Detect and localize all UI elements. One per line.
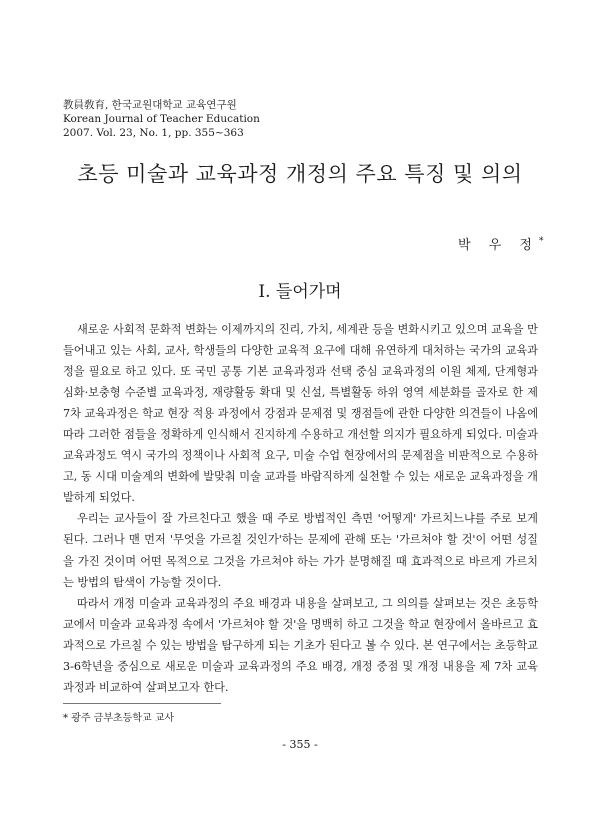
page-number: - 355 - xyxy=(282,738,318,751)
journal-header xyxy=(63,98,260,140)
author-line xyxy=(458,234,543,253)
footnote: * 광주 금부초등학교 교사 xyxy=(63,713,175,724)
author-footnote-mark: * xyxy=(538,236,544,247)
journal-name-english: Korean Journal of Teacher Education xyxy=(63,113,260,125)
paragraph: 우리는 교사들이 잘 가르친다고 했을 때 주로 방법적인 측면 '어떻게' 가르치느냐를 주로 보게 된다. 그러나 맨 먼저 '무엇을 가르칠 것인가'하는 문제에 관해 또는 '가르쳐야 할 것'이 어떤 성질을 가진 것이며 어떤 목적으로 그것을 가르쳐야 하는 가가 분명해질 때 효과적으로 바르게 가르치는 방법의 탐색이 가능할 것이다. xyxy=(63,512,538,589)
section-heading: Ⅰ. 들어가며 xyxy=(258,282,342,302)
journal-citation: 2007. Vol. 23, No. 1, pp. 355~363 xyxy=(63,127,244,139)
paragraph: 따라서 개정 미술과 교육과정의 주요 배경과 내용을 살펴보고, 그 의의를 살펴보는 것은 초등학교에서 미술과 교육과정 속에서 '가르쳐야 할 것'을 명백히 하고 그것을 학교 현장에서 올바르고 효과적으로 가르칠 수 있는 방법을 탐구하게 되는 기초가 된다고 볼 수 있다. 본 연구에서는 초등학교 3-6학년을 중심으로 새로운 미술과 교육과정의 주요 배경, 개정 중점 및 개정 내용을 제 7차 교육과정과 비교하여 살펴보고자 한다. xyxy=(63,596,538,694)
footnote-divider xyxy=(63,703,221,704)
body-text xyxy=(63,319,538,698)
journal-name-korean: 教員敎育, 한국교원대학교 교육연구원 xyxy=(63,99,237,111)
author-name: 박 우 정 xyxy=(458,238,539,253)
paragraph: 새로운 사회적 문화적 변화는 이제까지의 진리, 가치, 세계관 등을 변화시키고 있으며 교육을 만들어내고 있는 사회, 교사, 학생들의 다양한 교육적 요구에 대해 유연하게 대처하는 국가의 교육과정을 필요로 하고 있다. 또 국민 공통 기본 교육과정과 선택 중심 교육과정의 이원 체제, 단계형과 심화·보충형 수준별 교육과정, 재량활동 확대 및 신설, 특별활동 하위 영역 세분화를 골자로 한 제 7차 교육과정은 학교 현장 적용 과정에서 강점과 문제점 및 쟁점들에 관한 다양한 의견들이 나옴에 따라 그러한 점들을 정확하게 인식해서 진지하게 수용하고 개선할 의지가 필요하게 되었다. 미술과 교육과정도 역시 국가의 정책이나 사회적 요구, 미술 수업 현장에서의 문제점을 비판적으로 수용하고, 동 시대 미술계의 변화에 발맞춰 미술 교과를 바람직하게 실천할 수 있는 새로운 교육과정을 개발하게 되었다. xyxy=(63,323,538,505)
paper-title: 초등 미술과 교육과정 개정의 주요 특징 및 의의 xyxy=(77,162,523,186)
